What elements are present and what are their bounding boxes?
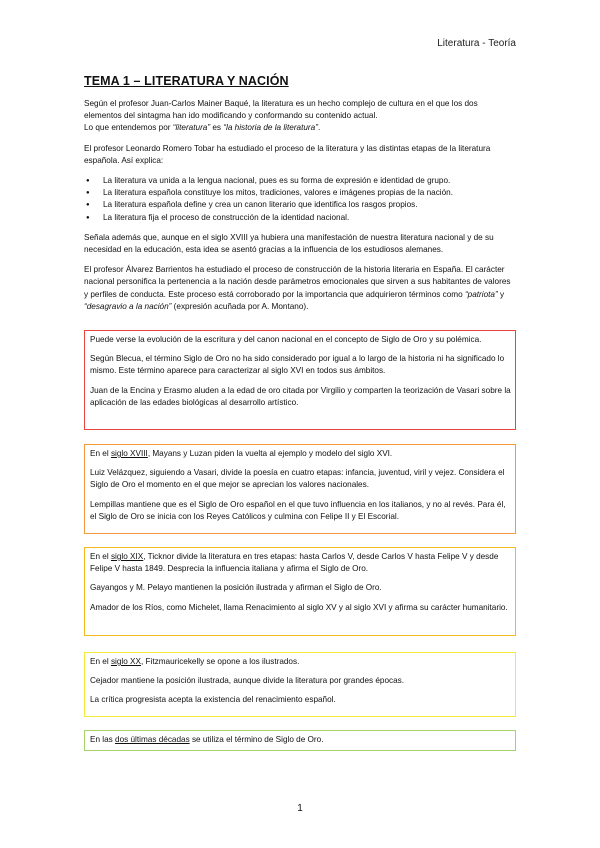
box2-paragraph-1: En el siglo XVIII, Mayans y Luzan piden la vuelta al ejemplo y modelo del siglo XVI.	[90, 449, 393, 458]
list-item: ● La literatura fija el proceso de construcción de la identidad nacional.	[84, 212, 516, 224]
list-item: ● La literatura española constituye los mitos, tradiciones, valores e imágenes propias de la nación.	[84, 187, 516, 199]
green-box-ultimas-decadas	[84, 730, 516, 751]
box5-paragraph-1: En las dos últimas décadas se utiliza el término de Siglo de Oro.	[90, 735, 324, 744]
box2-paragraph-2: Luiz Velázquez, siguiendo a Vasari, divide la poesía en cuatro etapas: infancia, juventud, viril y vejez. Considera el Siglo de Oro el momento en el que mejor se aprecian los valores nacionales.	[90, 468, 505, 490]
bullet-list	[84, 175, 516, 224]
page-title: TEMA 1 – LITERATURA Y NACIÓN	[84, 74, 289, 88]
box3-paragraph-1: En el siglo XIX, Ticknor divide la literatura en tres etapas: hasta Carlos V, desde Carlos V hasta Felipe V y desde Felipe V hasta 1849. Desprecia la influencia italiana y afirma el Siglo de Oro.	[90, 552, 499, 574]
list-item: ● La literatura española define y crea un canon literario que identifica los rasgos propios.	[84, 199, 516, 211]
amber-box-siglo-xix	[84, 547, 516, 636]
intro-section	[84, 98, 516, 321]
page-number: 1	[297, 803, 303, 814]
box3-paragraph-3: Amador de los Ríos, como Michelet, llama Renacimiento al siglo XV y al siglo XVI y afirma su carácter humanitario.	[90, 602, 508, 612]
yellow-box-siglo-xx	[84, 652, 516, 717]
running-header: Literatura - Teoría	[437, 38, 516, 49]
box4-paragraph-1: En el siglo XX, Fitzmauricekelly se opone a los ilustrados.	[90, 657, 300, 666]
list-item: ● La literatura va unida a la lengua nacional, pues es su forma de expresión e identidad de grupo.	[84, 175, 516, 187]
box1-paragraph-2: Según Blecua, el término Siglo de Oro no ha sido considerado por igual a lo largo de la historia ni ha significado lo mismo. Este término aparece para caracterizar al siglo XVI en todos sus ámbitos.	[90, 354, 505, 376]
red-box-siglo-de-oro	[84, 330, 516, 430]
box4-paragraph-3: La crítica progresista acepta la existencia del renacimiento español.	[90, 695, 336, 705]
box1-paragraph-1: Puede verse la evolución de la escritura y del canon nacional en el concepto de Siglo de Oro y su polémica.	[90, 335, 482, 344]
box1-paragraph-3: Juan de la Encina y Erasmo aluden a la edad de oro citada por Virgilio y comparten la teorización de Vasari sobre la aplicación de las edades biológicas al desarrollo artístico.	[90, 385, 511, 407]
box2-paragraph-3: Lempillas mantiene que es el Siglo de Oro español en el que tuvo influencia en los italianos, y no al revés. Para él, el Siglo de Oro se inicia con los Reyes Católicos y culmina con Felipe II y El Escorial.	[90, 499, 506, 521]
box4-paragraph-2: Cejador mantiene la posición ilustrada, aunque divide la literatura por grandes épocas.	[90, 676, 405, 686]
orange-box-siglo-xviii	[84, 444, 516, 534]
box3-paragraph-2: Gayangos y M. Pelayo mantienen la posición ilustrada y afirman el Siglo de Oro.	[90, 583, 382, 593]
intro-paragraph-2: El profesor Leonardo Romero Tobar ha estudiado el proceso de la literatura y las distintas etapas de la literatura española. Así explica:	[84, 143, 491, 165]
intro-paragraph-4: El profesor Álvarez Barrientos ha estudiado el proceso de construcción de la historia literaria en España. El carácter nacional personifica la pertenencia a la nación desde parámetros emocionales que sirven a sus habitantes de valores y perfiles de conducta. Este proceso está corroborado por la importancia que adquirieron términos como “patriota” y “desagravio a la nación” (expresión acuñada por A. Montano).	[84, 265, 511, 311]
intro-paragraph-3: Señala además que, aunque en el siglo XVIII ya hubiera una manifestación de nuestra literatura nacional y de su necesidad en la educación, esta idea se asentó gracias a la influencia de los estudiosos alemanes.	[84, 232, 494, 255]
intro-paragraph-1: Según el profesor Juan-Carlos Mainer Baqué, la literatura es un hecho complejo de cultura en el que los dos elementos del sintagma han ido modificando y conformando su contenido actual. Lo que entendemos por “literatura” es “la historia de la literatura”.	[84, 99, 478, 133]
